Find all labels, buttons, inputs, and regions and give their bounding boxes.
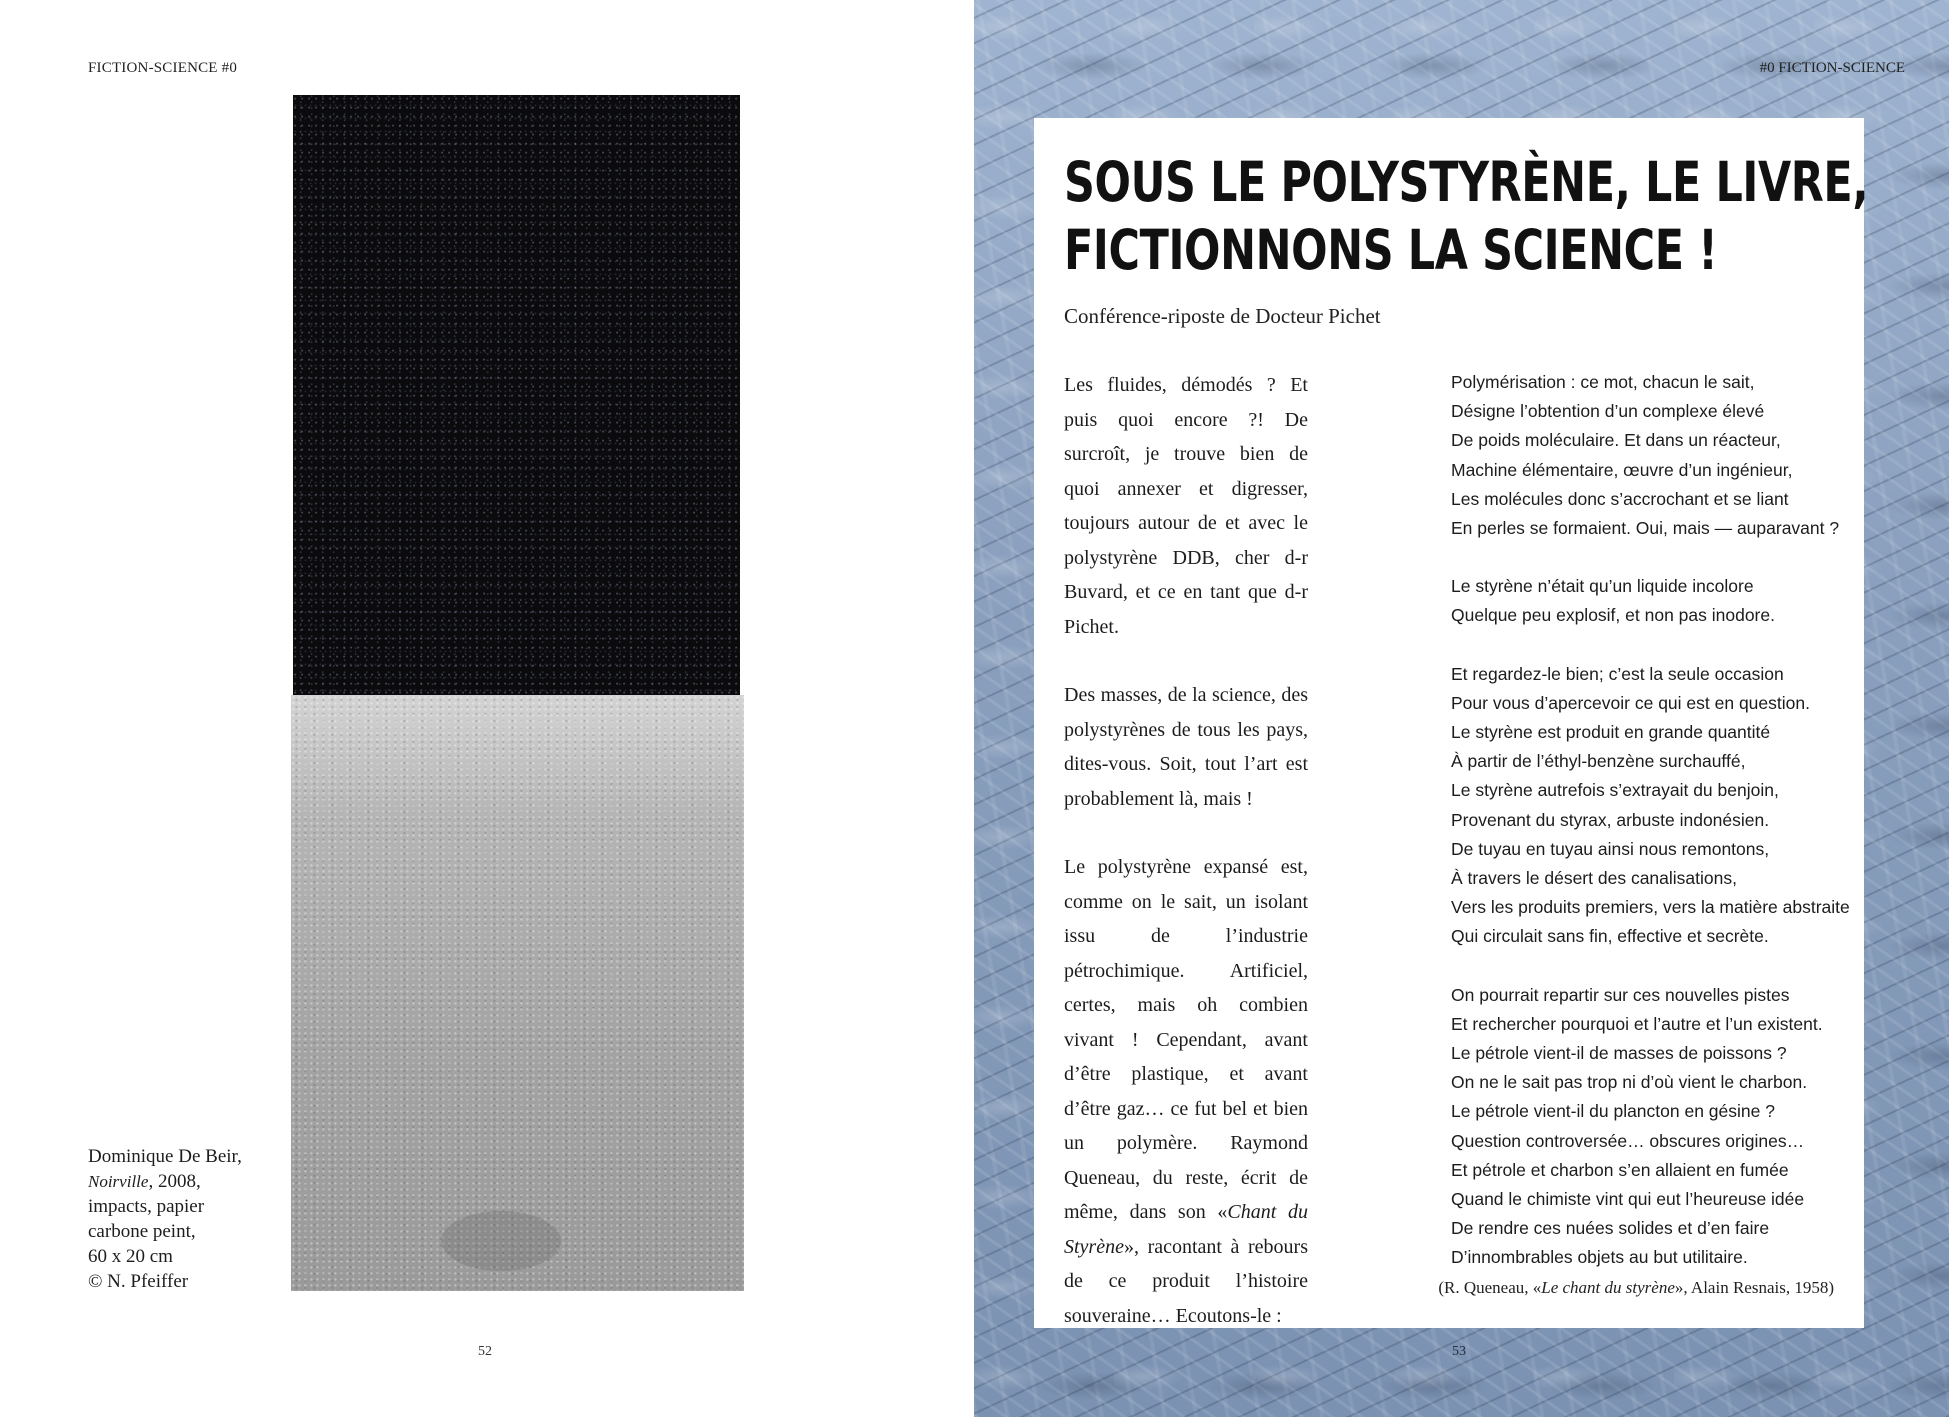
poem-line: Désigne l’obtention d’un complexe élevé [1451, 401, 1765, 422]
poem-line: Provenant du styrax, arbuste indonésien. [1451, 809, 1770, 830]
caption-title: Noirville [88, 1172, 149, 1191]
poem-line: En perles se formaient. Oui, mais — auparavant ? [1451, 518, 1840, 539]
poem-stanza-1 [1451, 368, 1861, 543]
artwork-black-panel [293, 95, 740, 697]
artwork-caption [88, 1144, 288, 1294]
running-head-right: #0 FICTION-SCIENCE [1759, 60, 1905, 76]
poem-line: Le pétrole vient-il du plancton en gésine ? [1451, 1101, 1775, 1122]
poem-line: Vers les produits premiers, vers la matière abstraite [1451, 897, 1850, 918]
prose-3-before: Le polystyrène expansé est, comme on le sait, un isolant issu de l’industrie pétrochimique. Artificiel, certes, mais oh combien vivant ! Cependant, avant d’être plastique, et avant d’être gaz… ce fut bel et bien un polymère. Raymond Queneau, du reste, écrit de même, dans son « [1064, 856, 1308, 1223]
credit-after: », Alain Resnais, 1958) [1674, 1278, 1834, 1297]
article-title [1064, 148, 1869, 284]
credit-before: (R. Queneau, « [1438, 1278, 1542, 1297]
poem-line: De poids moléculaire. Et dans un réacteur, [1451, 430, 1781, 451]
poem-line: On pourrait repartir sur ces nouvelles pistes [1451, 984, 1790, 1005]
credit-italic: Le chant du styrène [1541, 1278, 1675, 1297]
caption-photo-credit: © N. Pfeiffer [88, 1271, 189, 1292]
poem-line: On ne le sait pas trop ni d’où vient le charbon. [1451, 1072, 1808, 1093]
prose-3-after: », racontant à rebours de ce produit l’histoire souveraine… Ecoutons-le : [1064, 1235, 1308, 1327]
poem-credit [1438, 1278, 1834, 1298]
caption-medium-2: carbone peint, [88, 1221, 196, 1242]
poem-line: Question controversée… obscures origines… [1451, 1130, 1805, 1151]
poem-line: Quand le chimiste vint qui eut l’heureuse idée [1451, 1189, 1805, 1210]
artwork-noirville [293, 95, 740, 1295]
left-page [0, 0, 974, 1417]
poem-line: Et regardez-le bien; c’est la seule occasion [1451, 663, 1784, 684]
prose-paragraph: Les fluides, démodés ? Et puis quoi encore ?! De surcroît, je trouve bien de quoi annexer et digresser, toujours autour de et avec le polystyrène DDB, cher d-r Buvard, et ce en tant que d-r Pichet. [1064, 374, 1308, 638]
poem-line: À travers le désert des canalisations, [1451, 868, 1737, 889]
page-number-left: 52 [478, 1344, 492, 1359]
article-subtitle: Conférence-riposte de Docteur Pichet [1064, 304, 1381, 328]
poem-line: De rendre ces nuées solides et d’en faire [1451, 1218, 1770, 1239]
title-line-2: FICTIONNONS LA SCIENCE ! [1064, 218, 1718, 282]
caption-dimensions: 60 x 20 cm [88, 1246, 173, 1267]
artwork-silver-panel [291, 695, 744, 1291]
article-panel [1034, 118, 1869, 1328]
poem-line: D’innombrables objets au but utilitaire. [1451, 1247, 1748, 1268]
prose-3-italic: Chant du Styrène [1064, 1201, 1308, 1258]
poem-column [1451, 368, 1861, 1273]
poem-line: Et rechercher pourquoi et l’autre et l’un existent. [1451, 1013, 1823, 1034]
poem-line: Le styrène autrefois s’extrayait du benjoin, [1451, 780, 1779, 801]
poem-line: Le styrène n’était qu’un liquide incolore [1451, 576, 1754, 597]
caption-medium-1: impacts, papier [88, 1196, 205, 1217]
caption-year: , 2008, [148, 1171, 201, 1192]
poem-line: Qui circulait sans fin, effective et secrète. [1451, 926, 1769, 947]
poem-line: Machine élémentaire, œuvre d’un ingénieur, [1451, 459, 1793, 480]
prose-column [1064, 368, 1308, 1367]
caption-title-line [88, 1169, 288, 1194]
poem-line: Le pétrole vient-il de masses de poissons ? [1451, 1043, 1787, 1064]
right-page [974, 0, 1949, 1417]
poem-line: Et pétrole et charbon s’en allaient en fumée [1451, 1159, 1789, 1180]
poem-line: Polymérisation : ce mot, chacun le sait, [1451, 372, 1755, 392]
title-line-1: SOUS LE POLYSTYRÈNE, LE LIVRE, [1064, 150, 1869, 214]
page-number-right: 53 [1452, 1344, 1466, 1359]
prose-paragraph: Des masses, de la science, des polystyrènes de tous les pays, dites-vous. Soit, tout l’art est probablement là, mais ! [1064, 684, 1308, 810]
running-head-left: FICTION-SCIENCE #0 [88, 60, 238, 76]
poem-stanza-2 [1451, 572, 1861, 630]
poem-line: Les molécules donc s’accrochant et se liant [1451, 488, 1789, 509]
poem-line: De tuyau en tuyau ainsi nous remontons, [1451, 838, 1770, 859]
poem-line: À partir de l’éthyl-benzène surchauffé, [1451, 751, 1746, 772]
poem-line: Le styrène est produit en grande quantité [1451, 722, 1771, 743]
poem-stanza-4 [1451, 981, 1861, 1273]
poem-line: Quelque peu explosif, et non pas inodore. [1451, 605, 1775, 626]
poem-line: Pour vous d’apercevoir ce qui est en question. [1451, 692, 1810, 713]
prose-paragraph-quote [1064, 850, 1308, 1333]
poem-stanza-3 [1451, 660, 1861, 952]
caption-artist: Dominique De Beir, [88, 1146, 242, 1167]
